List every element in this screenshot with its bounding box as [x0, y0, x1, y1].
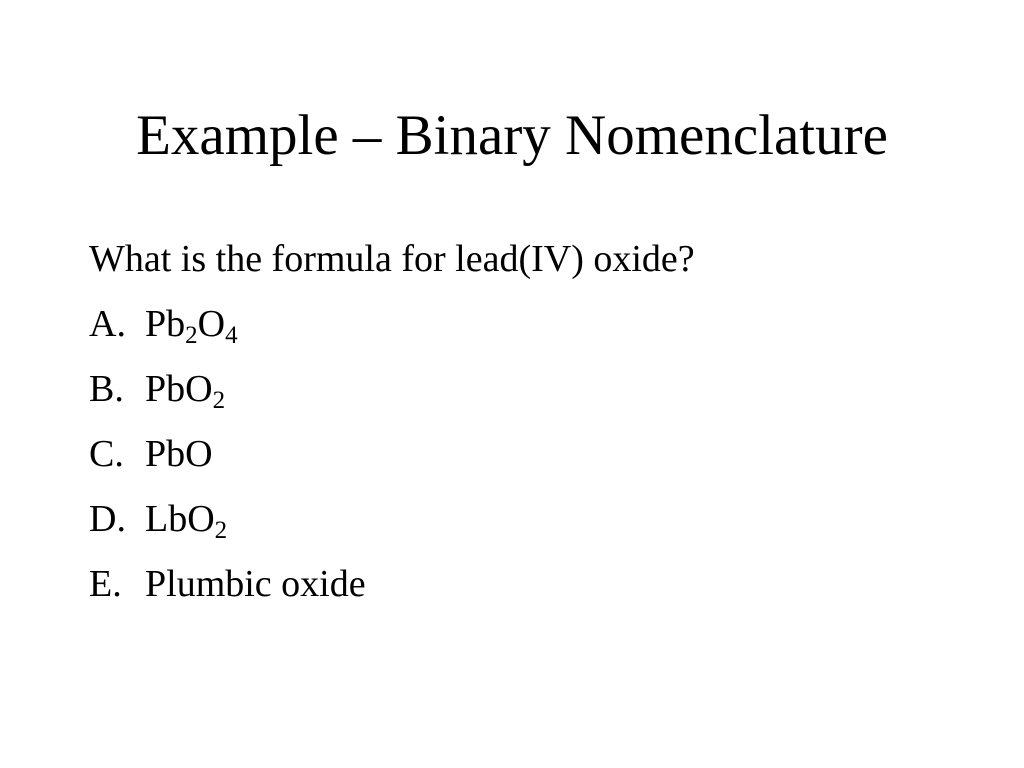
- formula-subscript: 4: [225, 322, 238, 349]
- option-e: [89, 559, 366, 624]
- option-b: [89, 364, 366, 429]
- option-formula: [145, 299, 238, 364]
- formula-subscript: 2: [214, 517, 228, 544]
- option-letter: C.: [89, 433, 124, 475]
- formula-part: PbO: [145, 433, 213, 475]
- option-d: [89, 494, 366, 559]
- formula-part: PbO: [145, 368, 213, 410]
- formula-subscript: 2: [185, 322, 198, 349]
- question-text: What is the formula for lead(IV) oxide?: [89, 238, 695, 280]
- formula-part: O: [197, 303, 226, 345]
- formula-subscript: 2: [212, 387, 226, 414]
- option-letter: E.: [89, 563, 122, 605]
- option-letter: B.: [89, 368, 124, 410]
- slide-title: Example – Binary Nomenclature: [136, 104, 888, 167]
- option-formula: [145, 559, 366, 624]
- option-a: [89, 299, 366, 364]
- formula-part: Pb: [145, 303, 186, 345]
- formula-part: Plumbic oxide: [145, 563, 366, 605]
- option-formula: [145, 494, 227, 559]
- option-formula: [145, 429, 213, 494]
- option-letter: A.: [89, 303, 126, 345]
- answer-options: [89, 299, 366, 624]
- option-letter: D.: [89, 498, 126, 540]
- option-formula: [145, 364, 225, 429]
- formula-part: LbO: [145, 498, 215, 540]
- option-c: [89, 429, 366, 494]
